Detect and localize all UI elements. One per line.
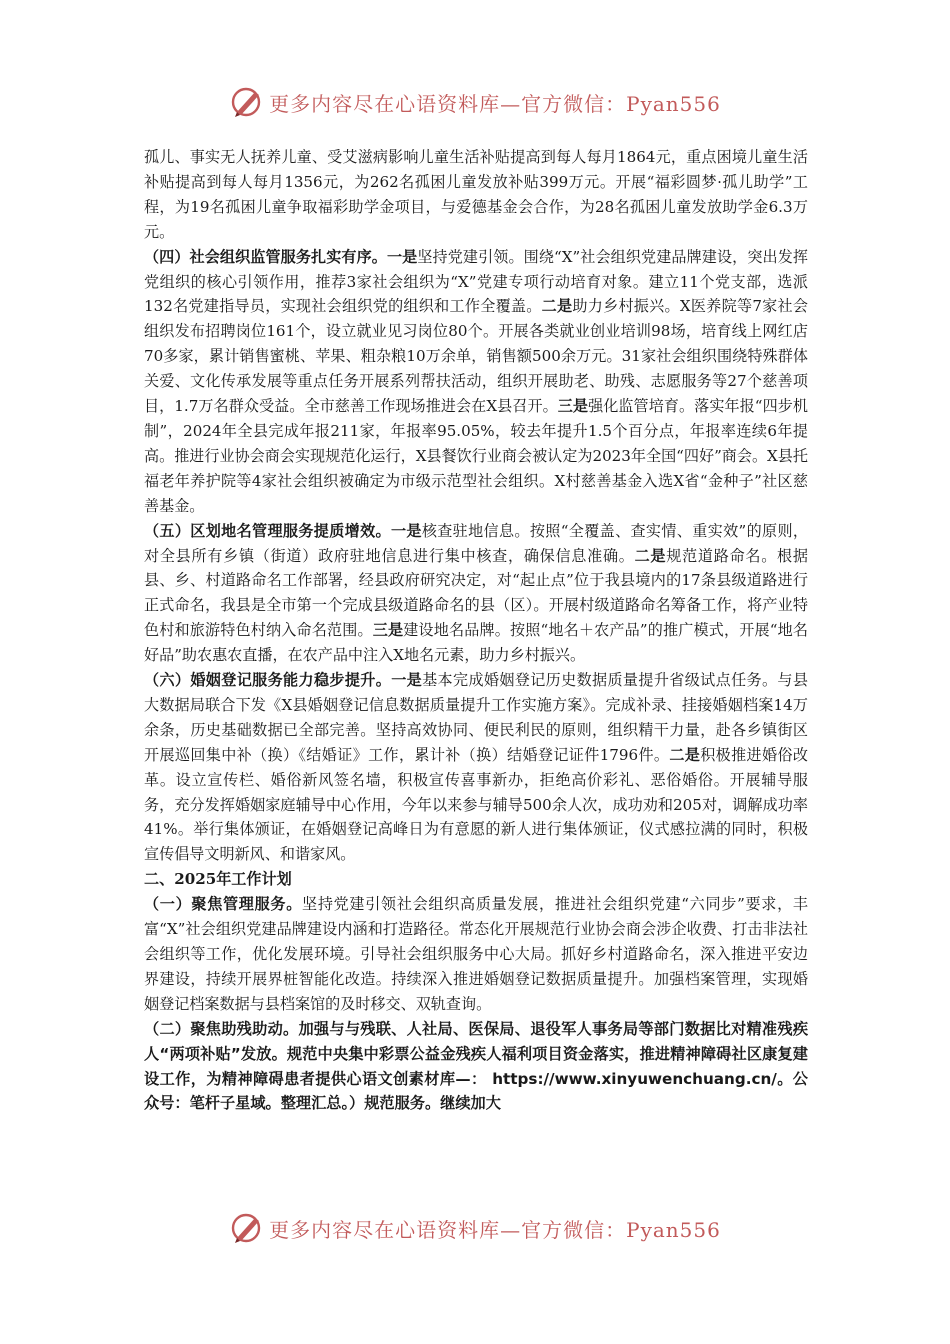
header-banner: [0, 82, 950, 122]
paragraph: [144, 668, 808, 867]
enumerator-label: 二是: [669, 745, 701, 764]
section-heading: （四）社会组织监管服务扎实有序。: [144, 247, 387, 266]
paragraph: [144, 867, 808, 892]
paragraph-text: 坚持党建引领社会组织高质量发展，推进社会组织党建“六同步”要求，丰富“X”社会组织党建品牌建设内涵和打造路径。常态化开展规范行业协会商会涉企收费、打击非法社会组织等工作，优化发展环境。引导社会组织服务中心大局。抓好乡村道路命名，深入推进平安边界建设，持续开展界桩智能化改造。持续深入推进婚姻登记数据质量提升。加强档案管理，实现婚姻登记档案数据与县档案馆的及时移交、双轨查询。: [144, 895, 808, 1013]
paragraph-text: （二）聚焦助残助动。加强与与残联、人社局、医保局、退役军人事务局等部门数据比对精准残疾人“两项补贴”发放。规范中央集中彩票公益金残疾人福利项目资金落实，推进精神障碍社区康复建设工作，为精神障碍患者提供心语文创素材库—： https://www.xinyuwenchuang.cn/。公众号：笔杆子星域。整理汇总。）规范服务。继续加大: [144, 1019, 808, 1113]
paragraph-last: [144, 1017, 808, 1117]
section-heading: （六）婚姻登记服务能力稳步提升。: [144, 671, 392, 690]
section-heading: （一）聚焦管理服务。: [144, 895, 303, 914]
enumerator-label: 三是: [557, 397, 589, 416]
section-heading: 二、2025年工作计划: [144, 870, 292, 889]
enumerator-label: 一是: [390, 521, 422, 540]
paragraph-text: 助力乡村振兴。X医养院等7家社会组织发布招聘岗位161个，设立就业见习岗位80个。开展各类就业创业培训98场，培育线上网红店70多家，累计销售蜜桃、苹果、粗杂粮10万余单，销售额500余万元。31家社会组织围绕特殊群体关爱、文化传承发展等重点任务开展系列帮扶活动，组织开展助老、助残、志愿服务等27个慈善项目，1.7万名群众受益。全市慈善工作现场推进会在X县召开。: [144, 297, 808, 416]
footer-banner: [0, 1208, 950, 1248]
paragraph: [144, 519, 808, 668]
paragraph-text: 强化监管培育。落实年报“四步机制”，2024年全县完成年报211家，年报率95.05%，较去年提升1.5个百分点，年报率连续6年提高。推进行业协会商会实现规范化运行，X县餐饮行业商会被认定为2023年全国“四好”商会。X县托福老年养护院等4家社会组织被确定为市级示范型社会组织。X村慈善基金入选X省“金种子”社区慈善基金。: [144, 397, 808, 515]
enumerator-label: 二是: [634, 546, 667, 565]
paragraph-text: 规范道路命名。根据县、乡、村道路命名工作部署，经县政府研究决定，对“起止点”位于我县境内的17条县级道路进行正式命名，我县是全市第一个完成县级道路命名的县（区）。开展村级道路命名筹备工作，将产业特色村和旅游特色村纳入命名范围。: [144, 546, 808, 640]
paragraph-text: 核查驻地信息。按照“全覆盖、查实情、重实效”的原则，对全县所有乡镇（街道）政府驻地信息进行集中核查，确保信息准确。: [144, 521, 808, 565]
paragraph: [144, 892, 808, 1017]
header-banner-text: 更多内容尽在心语资料库—官方微信：Pyan556: [269, 91, 721, 116]
enumerator-label: 三是: [372, 621, 404, 640]
paragraph-text: 建设地名品牌。按照“地名＋农产品”的推广模式，开展“地名好品”助农惠农直播，在农产品中注入X地名元素，助力乡村振兴。: [144, 621, 808, 665]
enumerator-label: 一是: [386, 247, 418, 266]
section-heading: （五）区划地名管理服务提质增效。: [144, 521, 391, 540]
document-body: [144, 145, 808, 1116]
paragraph-text: 孤儿、事实无人抚养儿童、受艾滋病影响儿童生活补贴提高到每人每月1864元，重点困境儿童生活补贴提高到每人每月1356元，为262名孤困儿童发放补贴399万元。开展“福彩圆梦·孤儿助学”工程，为19名孤困儿童争取福彩助学金项目，与爱德基金会合作，为28名孤困儿童发放助学金6.3万元。: [144, 148, 808, 241]
paragraph-text: 基本完成婚姻登记历史数据质量提升省级试点任务。与县大数据局联合下发《X县婚姻登记信息数据质量提升工作实施方案》。完成补录、挂接婚姻档案14万余条，历史基础数据已全部完善。坚持高效协同、便民利民的原则，组织精干力量，赴各乡镇街区开展巡回集中补（换）《结婚证》工作，累计补（换）结婚登记证件1796件。: [144, 671, 808, 764]
enumerator-label: 一是: [391, 671, 423, 690]
pen-logo-icon: [229, 1210, 265, 1246]
paragraph: [144, 145, 808, 245]
paragraph-text: 积极推进婚俗改革。设立宣传栏、婚俗新风签名墙，积极宣传喜事新办，拒绝高价彩礼、恶俗婚俗。开展辅导服务，充分发挥婚姻家庭辅导中心作用，今年以来参与辅导500余人次，成功劝和205对，调解成功率41%。举行集体颁证，在婚姻登记高峰日为有意愿的新人进行集体颁证，仪式感拉满的同时，积极宣传倡导文明新风、和谐家风。: [144, 745, 808, 864]
enumerator-label: 二是: [541, 297, 573, 316]
footer-banner-text: 更多内容尽在心语资料库—官方微信：Pyan556: [269, 1217, 721, 1242]
paragraph: [144, 245, 808, 519]
pen-logo-icon: [229, 84, 265, 120]
paragraph-text: 坚持党建引领。围绕“X”社会组织党建品牌建设，突出发挥党组织的核心引领作用，推荐3家社会组织为“X”党建专项行动培育对象。建立11个党支部，选派132名党建指导员，实现社会组织党的组织和工作全覆盖。: [144, 247, 808, 316]
